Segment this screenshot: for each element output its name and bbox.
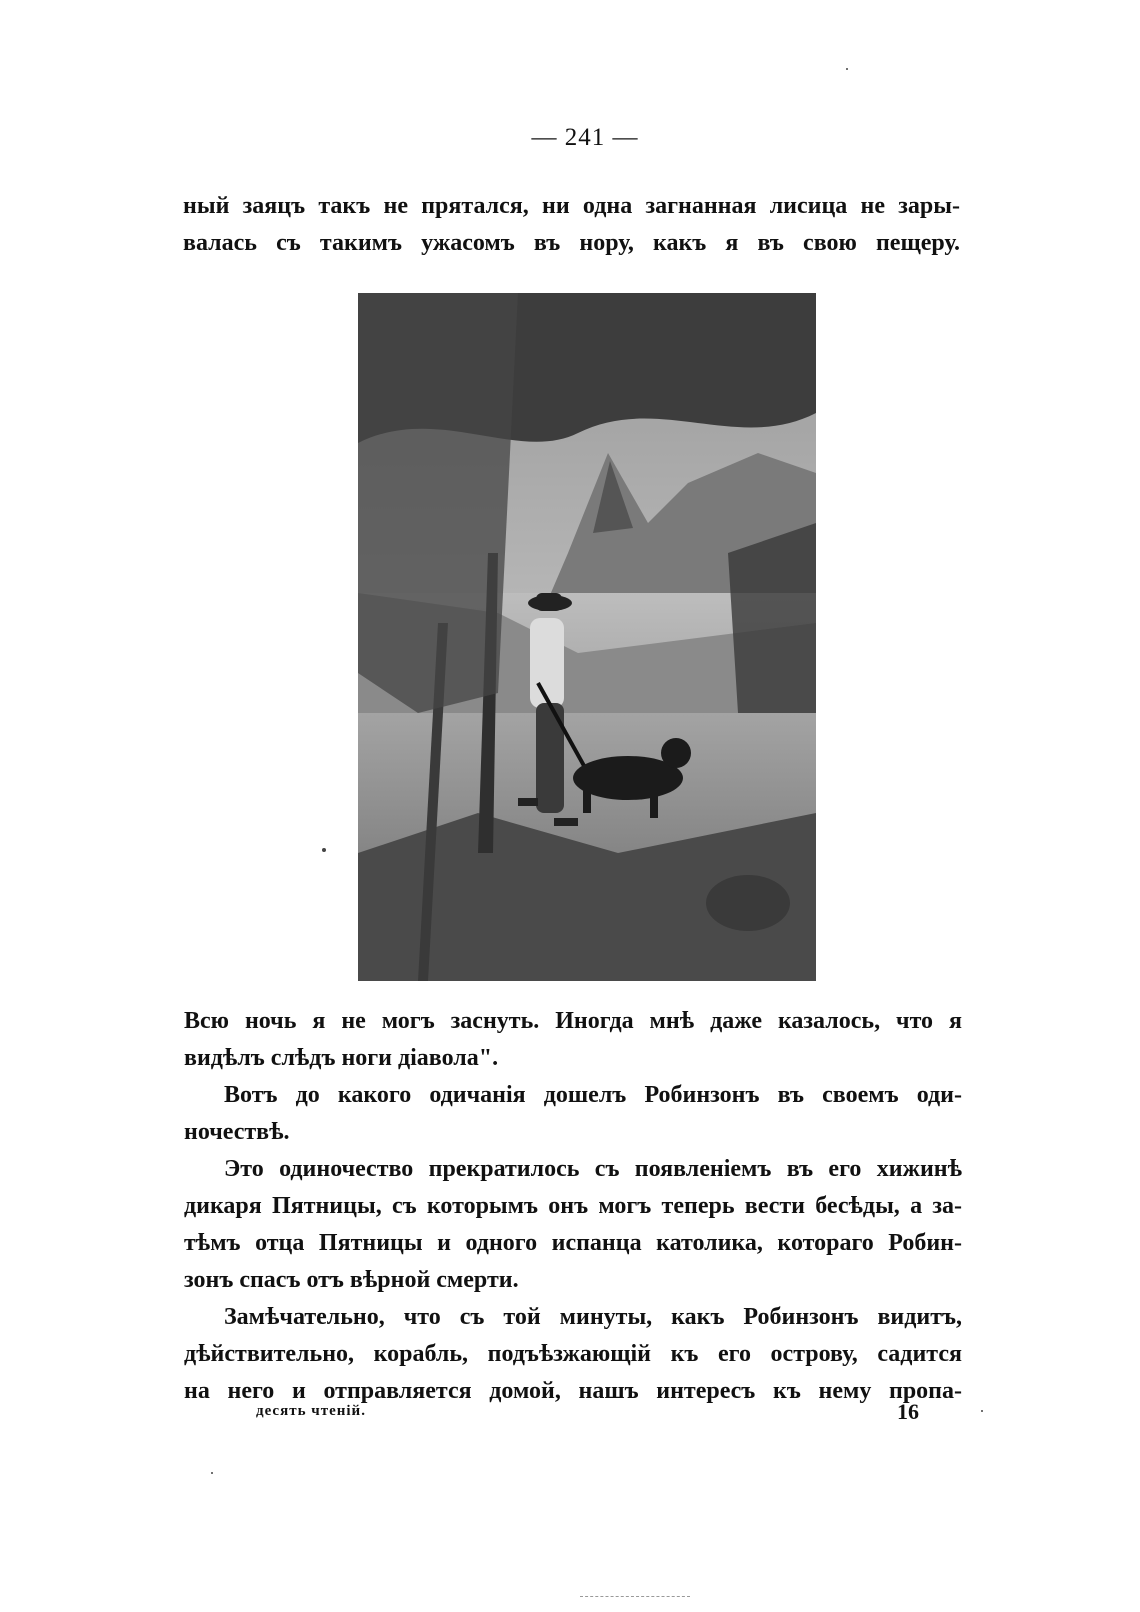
text-line: зонъ спасъ отъ вѣрной смерти. [184, 1267, 519, 1293]
text-line: видѣлъ слѣдъ ноги діавола". [184, 1045, 499, 1071]
page-number: — 241 — [531, 124, 639, 151]
text-line: на него и отправляется домой, нашъ интересъ къ нему пропа- [184, 1378, 962, 1404]
text-line: дѣйствительно, корабль, подъѣзжающій къ его острову, садится [184, 1341, 962, 1367]
text-line: Замѣчательно, что съ той минуты, какъ Робинзонъ видитъ, [224, 1304, 962, 1330]
sheet-number: 16 [897, 1399, 919, 1424]
text-line: дикаря Пятницы, съ которымъ онъ могъ теперь вести бесѣды, а за- [184, 1193, 962, 1219]
speck [981, 1410, 983, 1412]
text-line: Всю ночь я не могъ заснуть. Иногда мнѣ даже казалось, что я [184, 1008, 962, 1034]
top-paragraph [183, 188, 960, 262]
speck [211, 1472, 213, 1474]
text-line: Вотъ до какого одичанія дошелъ Робинзонъ въ своемъ оди- [224, 1082, 962, 1108]
speck [846, 68, 848, 70]
text-line: ный заяцъ такъ не прятался, ни одна загнанная лисица не зары- [183, 193, 960, 219]
main-text [184, 1003, 962, 1410]
text-line: Это одиночество прекратилось съ появленіемъ въ его хижинѣ [224, 1156, 962, 1182]
signature-mark: десять чтеній. [256, 1403, 366, 1419]
text-line: тѣмъ отца Пятницы и одного испанца католика, котораго Робин- [184, 1230, 962, 1256]
text-line: валась съ такимъ ужасомъ въ нору, какъ я въ свою пещеру. [183, 230, 960, 256]
illustration-robinson-with-dog [358, 293, 816, 981]
text-line: ночествѣ. [184, 1119, 290, 1145]
bottom-rule [580, 1596, 690, 1598]
speck [322, 848, 326, 852]
